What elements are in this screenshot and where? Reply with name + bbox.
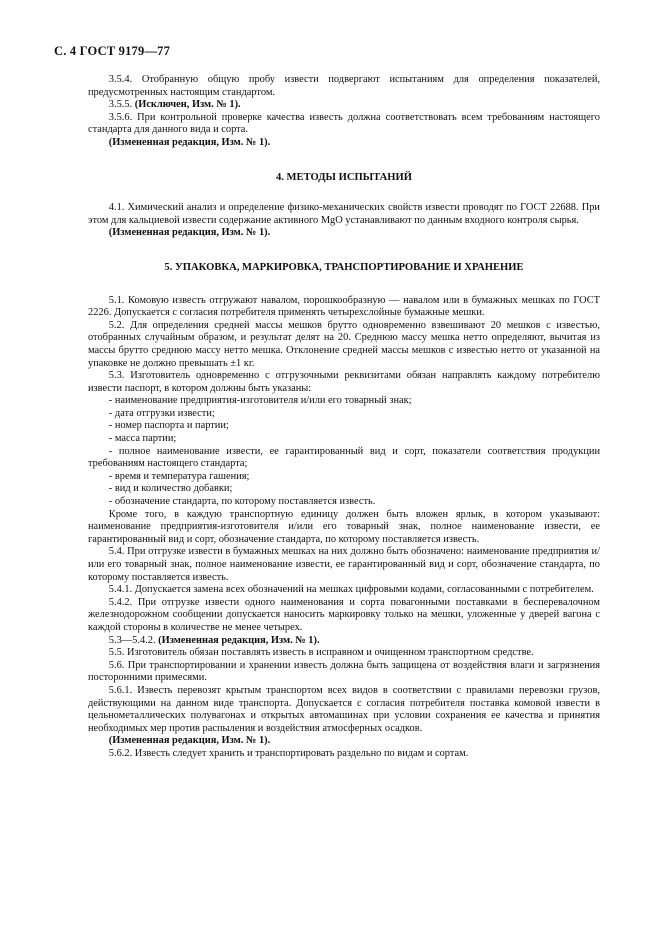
clause-5-6: 5.6. При транспортировании и хранении известь должна быть защищена от воздействия влаги и загрязнения посторонними примесями.: [88, 659, 600, 684]
clause-5-4: 5.4. При отгрузке извести в бумажных мешках на них должно быть обозначено: наименование предприятия и/или его товарный знак, полное наименование извести, ее гарантированный вид и сорт, обозначение стандарта, по которому поставляется известь.: [88, 546, 600, 583]
revision-range-note: (Измененная редакция, Изм. № 1).: [158, 634, 320, 646]
clause-5-5: 5.5. Изготовитель обязан поставлять известь в исправном и очищенном транспортном средстве.: [108, 647, 534, 659]
clause-3-5-4: 3.5.4. Отобранную общую пробу извести подвергают испытаниям для определения показателей, предусмотренных настоящим стандартом.: [88, 74, 600, 98]
list-item: - время и температура гашения;: [108, 470, 250, 482]
list-item: - дата отгрузки извести;: [108, 407, 215, 419]
clause-5-6-2: 5.6.2. Известь следует хранить и транспортировать раздельно по видам и сортам.: [108, 747, 469, 759]
list-item: - обозначение стандарта, по которому поставляется известь.: [108, 496, 376, 508]
revision-note-3: (Измененная редакция, Изм. № 1).: [108, 136, 271, 148]
clause-5-2: 5.2. Для определения средней массы мешков брутто одновременно взвешивают 20 мешков с известью, отобранных случайным образом, и результат делят на 20. Среднюю массу мешка нетто определяют, вычитая из массы брутто среднюю массу нетто мешка. Отклонение средней массы мешков с известью нетто от указанной на упаковке не должно превышать ±1 кг.: [88, 319, 600, 369]
clause-3-5-5-number: 3.5.5.: [108, 99, 135, 111]
list-item: - полное наименование извести, ее гарантированный вид и сорт, показатели соответствия продукции требованиям настоящего стандарта;: [88, 445, 600, 470]
clause-5-6-1: 5.6.1. Известь перевозят крытым транспортом всех видов в соответствии с правилами перевозки грузов, действующими на данном виде транспорта. Допускается с согласия потребителя поставка комовой извести в цельнометаллических полувагонах и открытых автомашинах при условии сохранения ее качества и принятия необходимых мер против распыления и воздействия атмосферных осадков.: [88, 684, 600, 734]
clause-5-3: 5.3. Изготовитель одновременно с отгрузочными реквизитами обязан направлять каждому потребителю извести паспорт, в котором должны быть указаны:: [88, 370, 600, 394]
clause-5-4-2: 5.4.2. При отгрузке извести одного наименования и сорта повагонными поставками в бесперевалочном железнодорожном сообщении допускается наносить маркировку только на мешки, уложенные у дверей вагона с каждой стороны в количестве не менее четырех.: [88, 596, 600, 633]
revision-note-5: (Измененная редакция, Изм. № 1).: [108, 735, 271, 747]
list-item: - наименование предприятия-изготовителя и/или его товарный знак;: [108, 395, 412, 407]
clause-5-3-label-note: Кроме того, в каждую транспортную единицу должен быть вложен ярлык, в котором указывают: наименование предприятия-изготовителя и/или его товарный знак, полное наименование извести, ее гарантированный вид и сорт, обозначение стандарта, по которому поставляется известь.: [88, 508, 600, 545]
clause-3-5-5: [88, 99, 600, 112]
page-header: С. 4 ГОСТ 9179—77: [54, 44, 171, 58]
section-4-title: 4. МЕТОДЫ ИСПЫТАНИЙ: [275, 171, 413, 183]
list-item: - вид и количество добавки;: [108, 483, 233, 495]
clause-4-1: 4.1. Химический анализ и определение физико-механических свойств извести проводят по ГОСТ 22688. При этом для кальциевой извести содержание активного MgO устанавливают по данным входного контроля сырья.: [88, 202, 600, 226]
document-body: [88, 74, 600, 761]
list-item: - номер паспорта и партии;: [108, 420, 229, 432]
clause-5-4-1: 5.4.1. Допускается замена всех обозначений на мешках цифровыми кодами, согласованными с потребителем.: [108, 584, 594, 596]
clause-3-5-5-note: (Исключен, Изм. № 1).: [134, 99, 241, 111]
clause-5-1: 5.1. Комовую известь отгружают навалом, порошкообразную — навалом или в бумажных мешках по ГОСТ 2226. Допускается с согласия потребителя применять четырехслойные бумажные мешки.: [88, 294, 600, 319]
section-5-title: 5. УПАКОВКА, МАРКИРОВКА, ТРАНСПОРТИРОВАНИЕ И ХРАНЕНИЕ: [164, 261, 524, 273]
revision-note-4: (Измененная редакция, Изм. № 1).: [108, 227, 271, 239]
list-item: - масса партии;: [108, 433, 177, 445]
clause-3-5-6: 3.5.6. При контрольной проверке качества известь должна соответствовать всем требованиям настоящего стандарта для данного вида и сорта.: [88, 111, 600, 136]
revision-range: 5.3—5.4.2.: [108, 634, 159, 646]
revision-note-5-3-5-4-2: [88, 635, 600, 648]
